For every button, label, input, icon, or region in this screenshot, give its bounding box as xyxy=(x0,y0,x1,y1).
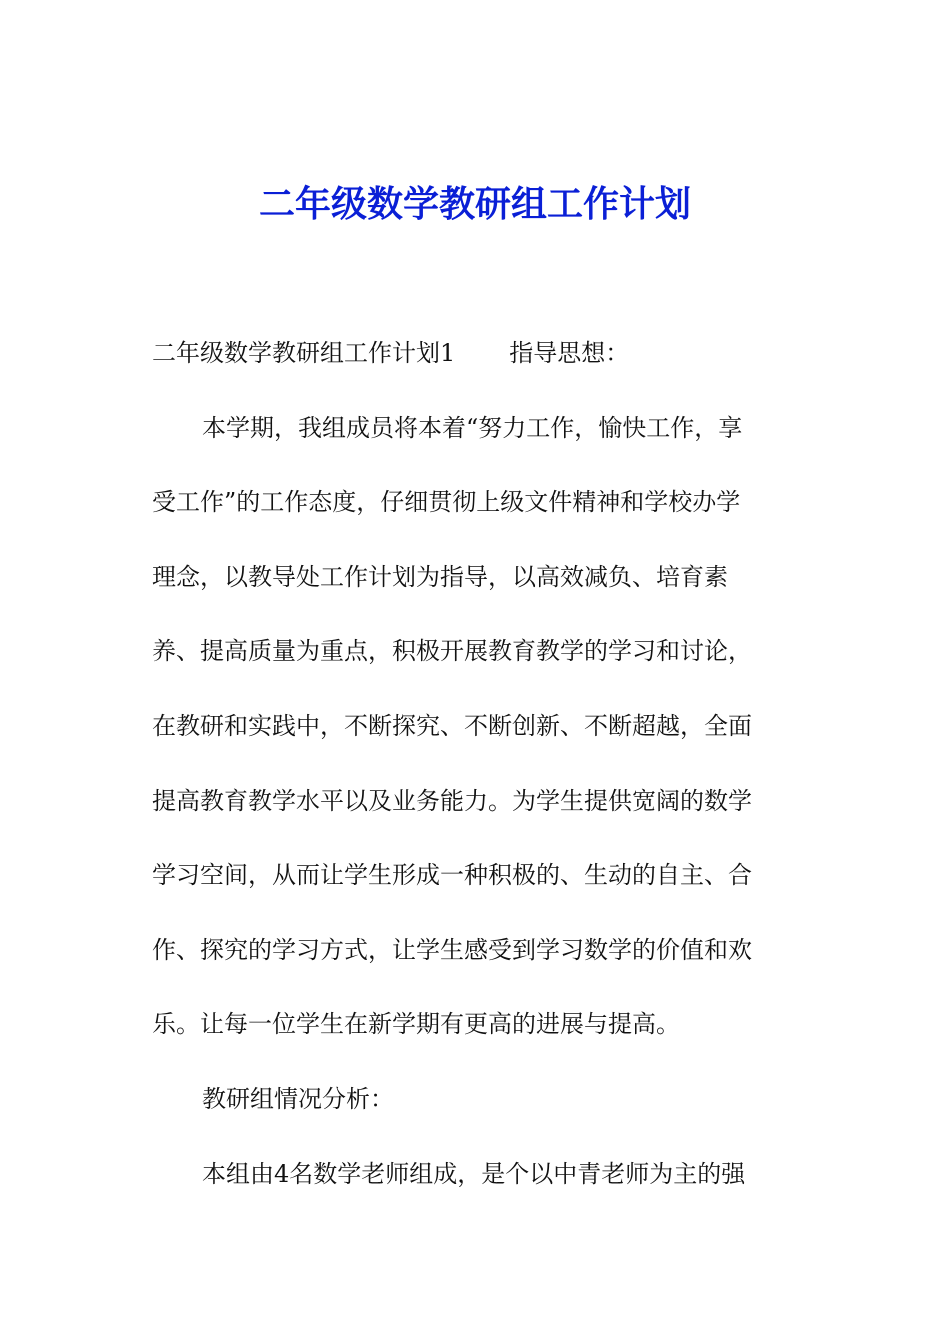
body-line: 作、探究的学习方式，让学生感受到学习数学的价值和欢 xyxy=(152,935,752,964)
body-line: 在教研和实践中，不断探究、不断创新、不断超越，全面 xyxy=(152,711,752,740)
document-title: 二年级数学教研组工作计划 xyxy=(258,183,691,225)
body-line: 理念，以教导处工作计划为指导，以高效减负、培育素 xyxy=(152,562,728,591)
section-heading-plan-1: 二年级数学教研组工作计划1 xyxy=(152,339,456,367)
body-line xyxy=(152,335,792,410)
body-line: 乐。让每一位学生在新学期有更高的进展与提高。 xyxy=(152,1010,680,1039)
body-line: 本组由4名数学老师组成，是个以中青老师为主的强 xyxy=(202,1159,746,1188)
body-line: 受工作”的工作态度，仔细贯彻上级文件精神和学校办学 xyxy=(152,488,741,517)
body-line: 学习空间，从而让学生形成一种积极的、生动的自主、合 xyxy=(152,861,752,890)
body-line: 本学期，我组成员将本着“努力工作，愉快工作，享 xyxy=(202,413,743,442)
body-line: 养、提高质量为重点，积极开展教育教学的学习和讨论， xyxy=(152,637,752,666)
section-heading-group-analysis: 教研组情况分析： xyxy=(202,1084,394,1113)
document-body xyxy=(152,335,792,1230)
body-line: 提高教育教学水平以及业务能力。为学生提供宽阔的数学 xyxy=(152,786,752,815)
section-heading-guiding-thought: 指导思想： xyxy=(509,339,630,367)
